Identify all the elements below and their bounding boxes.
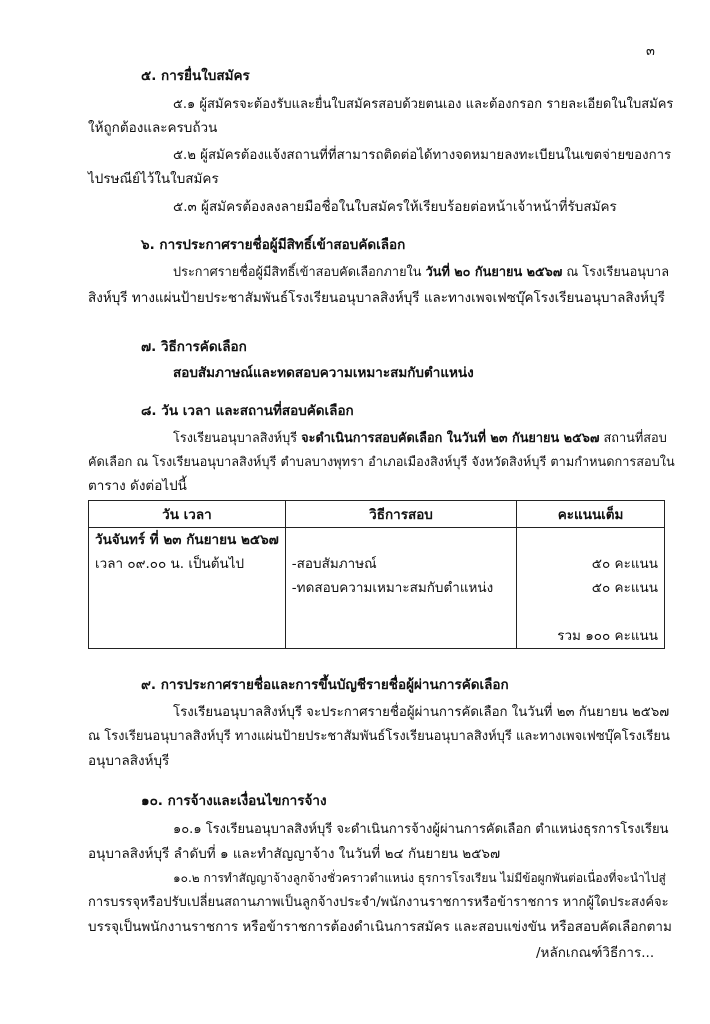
section-10-heading: ๑๐. การจ้างและเงื่อนไขการจ้าง	[141, 793, 327, 809]
section-7-body: สอบสัมภาษณ์และทดสอบความเหมาะสมกับตำแหน่ง	[173, 365, 474, 381]
section-10-2-line1: ๑๐.๒ การทำสัญญาจ้างลูกจ้างชั่วคราวตำแหน่ง ธุรการโรงเรียน ไม่มีข้อผูกพันต่อเนื่องที่จะนำไปสู่	[173, 871, 666, 885]
section-5-1-line2: ให้ถูกต้องและครบถ้วน	[88, 120, 218, 136]
section-6-line1-pre: ประกาศรายชื่อผู้มีสิทธิ์เข้าสอบคัดเลือกภายใน	[173, 265, 426, 280]
header-full-score: คะแนนเต็ม	[517, 501, 665, 528]
section-9-line1: โรงเรียนอนุบาลสิงห์บุรี จะประกาศรายชื่อผู้ผ่านการคัดเลือก ในวันที่ ๒๓ กันยายน ๒๕๖๗	[173, 705, 670, 720]
section-9-line3: อนุบาลสิงห์บุรี	[88, 753, 170, 769]
section-5-2-line1: ๕.๒ ผู้สมัครต้องแจ้งสถานที่ที่สามารถติดต่อได้ทางจดหมายลงทะเบียนในเขตจ่ายของการ	[173, 148, 672, 163]
method-interview: -สอบสัมภาษณ์	[291, 556, 377, 572]
section-7-heading: ๗. วิธีการคัดเลือก	[141, 339, 247, 355]
exam-schedule-table	[88, 500, 665, 649]
section-9-line2: ณ โรงเรียนอนุบาลสิงห์บุรี ทางแผ่นป้ายประชาสัมพันธ์โรงเรียนอนุบาลสิงห์บุรี และทางเพจเฟซบุ๊คโรงเรียน	[88, 729, 670, 744]
section-5-heading: ๕. การยื่นใบสมัคร	[141, 68, 250, 84]
section-8-line3: ตาราง ดังต่อไปนี้	[88, 478, 187, 494]
section-6-line2: สิงห์บุรี ทางแผ่นป้ายประชาสัมพันธ์โรงเรียนอนุบาลสิงห์บุรี และทางเพจเฟซบุ๊คโรงเรียนอนุบาลสิงห์บุรี	[88, 290, 665, 306]
section-8-heading: ๘. วัน เวลา และสถานที่สอบคัดเลือก	[141, 403, 354, 419]
header-method: วิธีการสอบ	[285, 501, 516, 528]
section-5-1-line1: ๕.๑ ผู้สมัครจะต้องรับและยื่นใบสมัครสอบด้วยตนเอง และต้องกรอก รายละเอียดในใบสมัคร	[173, 97, 674, 112]
score-suitability: ๕๐ คะแนน	[591, 580, 658, 596]
section-6-heading: ๖. การประกาศรายชื่อผู้มีสิทธิ์เข้าสอบคัดเลือก	[141, 237, 406, 253]
section-6-line1	[173, 263, 669, 283]
section-5-2-line2: ไปรษณีย์ไว้ในใบสมัคร	[88, 171, 219, 187]
table-header-row	[89, 501, 665, 528]
score-interview: ๕๐ คะแนน	[591, 556, 658, 572]
page-number: ๓	[646, 44, 655, 59]
cell-scores	[517, 528, 665, 649]
section-8-line1-post: สถานที่สอบ	[599, 431, 667, 446]
section-6-line1-post: ณ โรงเรียนอนุบาล	[562, 265, 670, 280]
exam-date: วันจันทร์ ที่ ๒๓ กันยายน ๒๕๖๗	[95, 532, 279, 548]
table-row	[89, 528, 665, 649]
section-9-heading: ๙. การประกาศรายชื่อและการขึ้นบัญชีรายชื่อผู้ผ่านการคัดเลือก	[141, 677, 509, 693]
section-8-line2: คัดเลือก ณ โรงเรียนอนุบาลสิงห์บุรี ตำบลบางพุทรา อำเภอเมืองสิงห์บุรี จังหวัดสิงห์บุรี ตามกำหนดการสอบใน	[88, 455, 675, 470]
section-10-1-line1: ๑๐.๑ โรงเรียนอนุบาลสิงห์บุรี จะดำเนินการจ้างผู้ผ่านการคัดเลือก ตำแหน่งธุรการโรงเรียน	[173, 822, 669, 837]
section-10-2-line3: บรรจุเป็นพนักงานราชการ หรือข้าราชการต้องดำเนินการสมัคร และสอบแข่งขัน หรือสอบคัดเลือกตาม	[88, 919, 672, 935]
header-date-time: วัน เวลา	[89, 501, 286, 528]
exam-time: เวลา ๐๙.๐๐ น. เป็นต้นไป	[95, 556, 245, 572]
cell-methods	[285, 528, 516, 649]
continuation-note: /หลักเกณฑ์วิธีการ...	[536, 945, 655, 961]
section-8-line1	[173, 429, 667, 449]
section-10-2-line2: การบรรจุหรือปรับเปลี่ยนสถานภาพเป็นลูกจ้างประจำ/พนักงานราชการหรือข้าราชการ หากผู้ใดประสงค์จะ	[88, 895, 669, 910]
section-8-line1-pre: โรงเรียนอนุบาลสิงห์บุรี	[173, 431, 302, 446]
section-6-line1-date: วันที่ ๒๐ กันยายน ๒๕๖๗	[425, 265, 563, 280]
section-10-1-line2: อนุบาลสิงห์บุรี ลำดับที่ ๑ และทำสัญญาจ้าง ในวันที่ ๒๔ กันยายน ๒๕๖๗	[88, 846, 501, 862]
section-8-line1-date: จะดำเนินการสอบคัดเลือก ในวันที่ ๒๓ กันยายน ๒๕๖๗	[301, 431, 600, 446]
section-5-3: ๕.๓ ผู้สมัครต้องลงลายมือชื่อในใบสมัครให้เรียบร้อยต่อหน้าเจ้าหน้าที่รับสมัคร	[173, 199, 617, 215]
score-total: รวม ๑๐๐ คะแนน	[557, 628, 658, 644]
method-suitability-test: -ทดสอบความเหมาะสมกับตำแหน่ง	[291, 580, 494, 596]
cell-date-time	[89, 528, 286, 649]
